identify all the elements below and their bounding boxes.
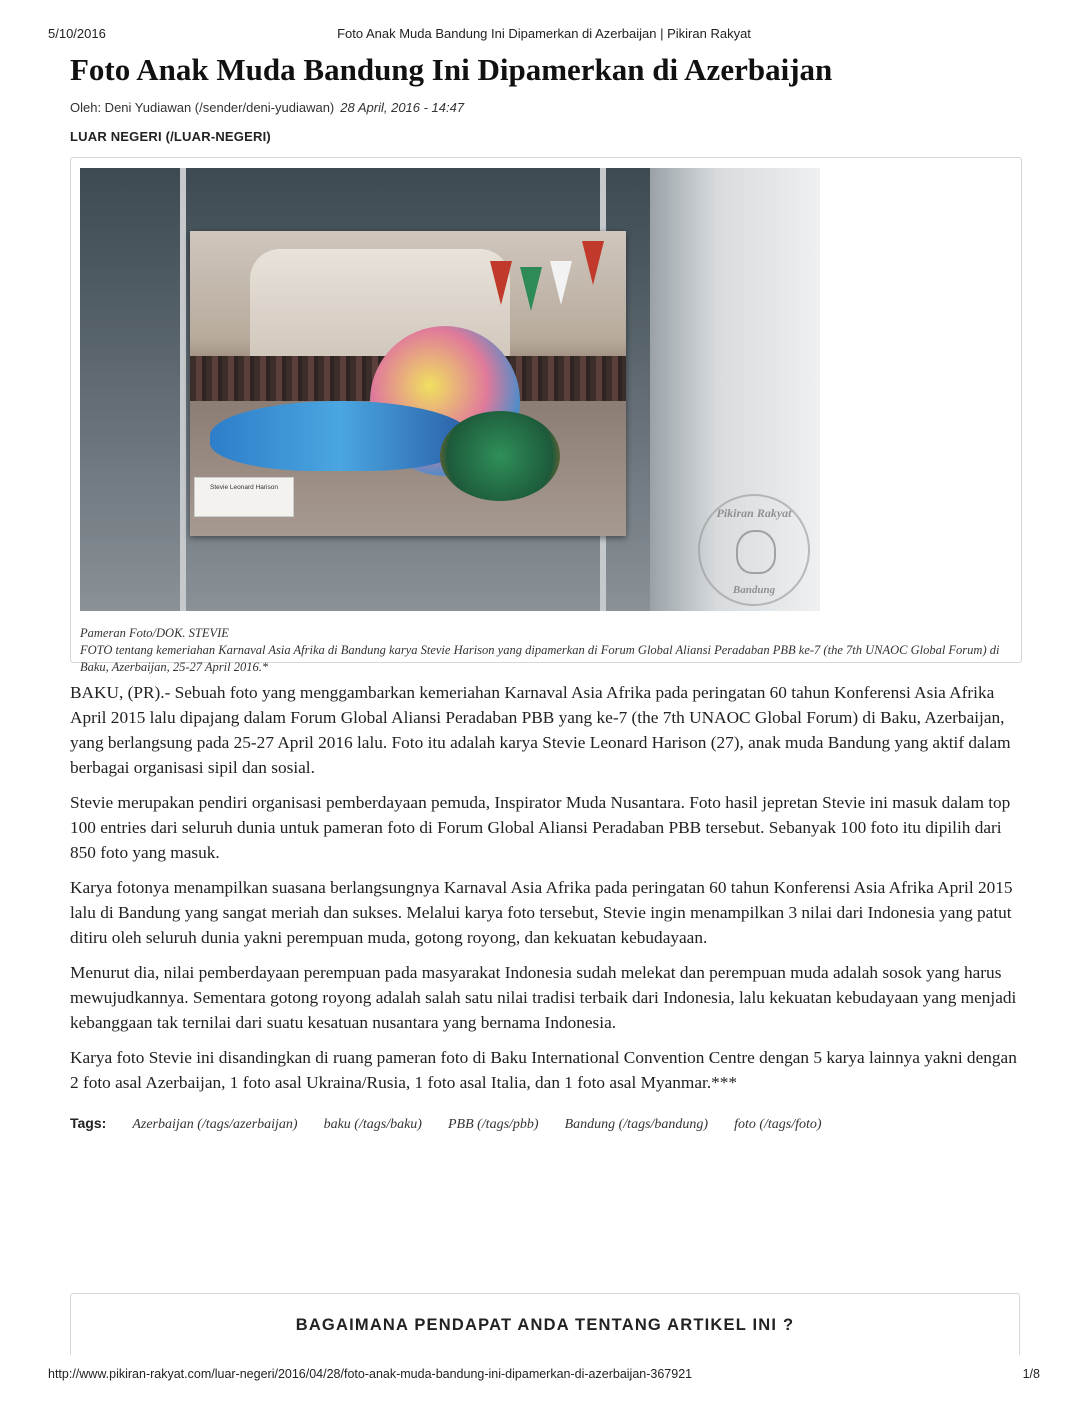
author-link[interactable]: Oleh: Deni Yudiawan (/sender/deni-yudiawan) [70, 100, 335, 115]
photo-label-card: Stevie Leonard Harison [194, 477, 294, 517]
caption-text: FOTO tentang kemeriahan Karnaval Asia Afrika di Bandung karya Stevie Harison yang dipamerkan di Forum Global Aliansi Peradaban PBB ke-7 (the 7th UNAOC Global Forum) di Baku, Azerbaijan, 25-27 April 2016.* [80, 643, 1000, 674]
photo-costume [210, 401, 470, 471]
paragraph: Karya foto Stevie ini disandingkan di ruang pameran foto di Baku International Convention Centre dengan 5 karya lainnya yakni dengan 2 foto asal Azerbaijan, 1 foto asal Ukraina/Rusia, 1 foto asal Italia, dan 1 foto asal Myanmar.*** [70, 1048, 1017, 1092]
paragraph: BAKU, (PR).- Sebuah foto yang menggambarkan kemeriahan Karnaval Asia Afrika pada peringatan 60 tahun Konferensi Asia Afrika April 2015 lalu dipajang dalam Forum Global Aliansi Peradaban PBB yang ke-7 (the 7th UNAOC Global Forum) di Baku, Azerbaijan, yang berlangsung pada 25-27 April 2016 lalu. Foto itu adalah karya Stevie Leonard Harison (27), anak muda Bandung yang aktif dalam berbagai organisasi sipil dan sosial. [70, 683, 1011, 777]
publish-date: 28 April, 2016 - 14:47 [340, 100, 465, 115]
pikiran-rakyat-watermark [698, 494, 810, 606]
photo-flag [550, 261, 572, 305]
tags-label: Tags: [70, 1115, 107, 1131]
tag-link[interactable]: Bandung (/tags/bandung) [564, 1117, 709, 1132]
window-frame [180, 168, 186, 611]
photo-costume [440, 411, 560, 501]
print-header [48, 26, 1040, 44]
tag-link[interactable]: foto (/tags/foto) [734, 1117, 822, 1132]
paragraph: Stevie merupakan pendiri organisasi pemberdayaan pemuda, Inspirator Muda Nusantara. Foto hasil jepretan Stevie ini masuk dalam top 100 entries dari seluruh dunia untuk pameran foto di Forum Global Aliansi Peradaban PBB tersebut. Sebanyak 100 foto itu dipilih dari 850 foto yang masuk. [70, 793, 1011, 862]
article-title: Foto Anak Muda Bandung Ini Dipamerkan di Azerbaijan [70, 52, 833, 87]
page-number: 1/8 [1022, 1367, 1040, 1381]
exhibited-photo [190, 231, 626, 536]
article-figure [70, 157, 1022, 674]
print-page-title: Foto Anak Muda Bandung Ini Dipamerkan di Azerbaijan | Pikiran Rakyat [337, 26, 751, 41]
opinion-section [70, 1293, 1020, 1355]
category-link[interactable]: LUAR NEGERI (/LUAR-NEGERI) [70, 129, 271, 144]
article [70, 50, 1022, 1133]
photo-flag [582, 241, 604, 285]
tag-link[interactable]: PBB (/tags/pbb) [447, 1117, 539, 1132]
article-photo [80, 168, 820, 611]
tags-row [70, 1115, 1022, 1133]
watermark-face-icon [736, 530, 776, 574]
opinion-title: BAGAIMANA PENDAPAT ANDA TENTANG ARTIKEL INI ? [295, 1316, 795, 1334]
tag-link[interactable]: baku (/tags/baku) [323, 1117, 422, 1132]
print-footer [48, 1367, 1040, 1385]
photo-caption [80, 625, 1012, 676]
print-date: 5/10/2016 [48, 26, 106, 41]
tag-link[interactable]: Azerbaijan (/tags/azerbaijan) [132, 1117, 298, 1132]
watermark-bottom-text: Bandung [732, 584, 776, 596]
paragraph: Karya fotonya menampilkan suasana berlangsungnya Karnaval Asia Afrika pada peringatan 60 tahun Konferensi Asia Afrika April 2015 lalu di Bandung yang sangat meriah dan sukses. Melalui karya foto tersebut, Stevie ingin menampilkan 3 nilai dari Indonesia yang patut ditiru oleh seluruh dunia yakni perempuan muda, gotong royong, dan kekuatan kebudayaan. [70, 878, 1013, 947]
watermark-top-text: Pikiran Rakyat [716, 506, 792, 520]
article-body [70, 680, 1022, 1095]
caption-credit: Pameran Foto/DOK. STEVIE [80, 626, 229, 640]
paragraph: Menurut dia, nilai pemberdayaan perempuan pada masyarakat Indonesia sudah melekat dan perempuan muda adalah sosok yang harus mewujudkannya. Sementara gotong royong adalah salah satu nilai tradisi terbaik dari Indonesia, lalu kekuatan kebudayaan yang menjadi kebanggaan tak ternilai dari suatu kesatuan nusantara yang bernama Indonesia. [70, 963, 1017, 1032]
print-url: http://www.pikiran-rakyat.com/luar-negeri/2016/04/28/foto-anak-muda-bandung-ini-dipamerkan-di-azerbaijan-367921 [48, 1367, 693, 1381]
byline [70, 100, 1022, 115]
photo-flag [520, 267, 542, 311]
